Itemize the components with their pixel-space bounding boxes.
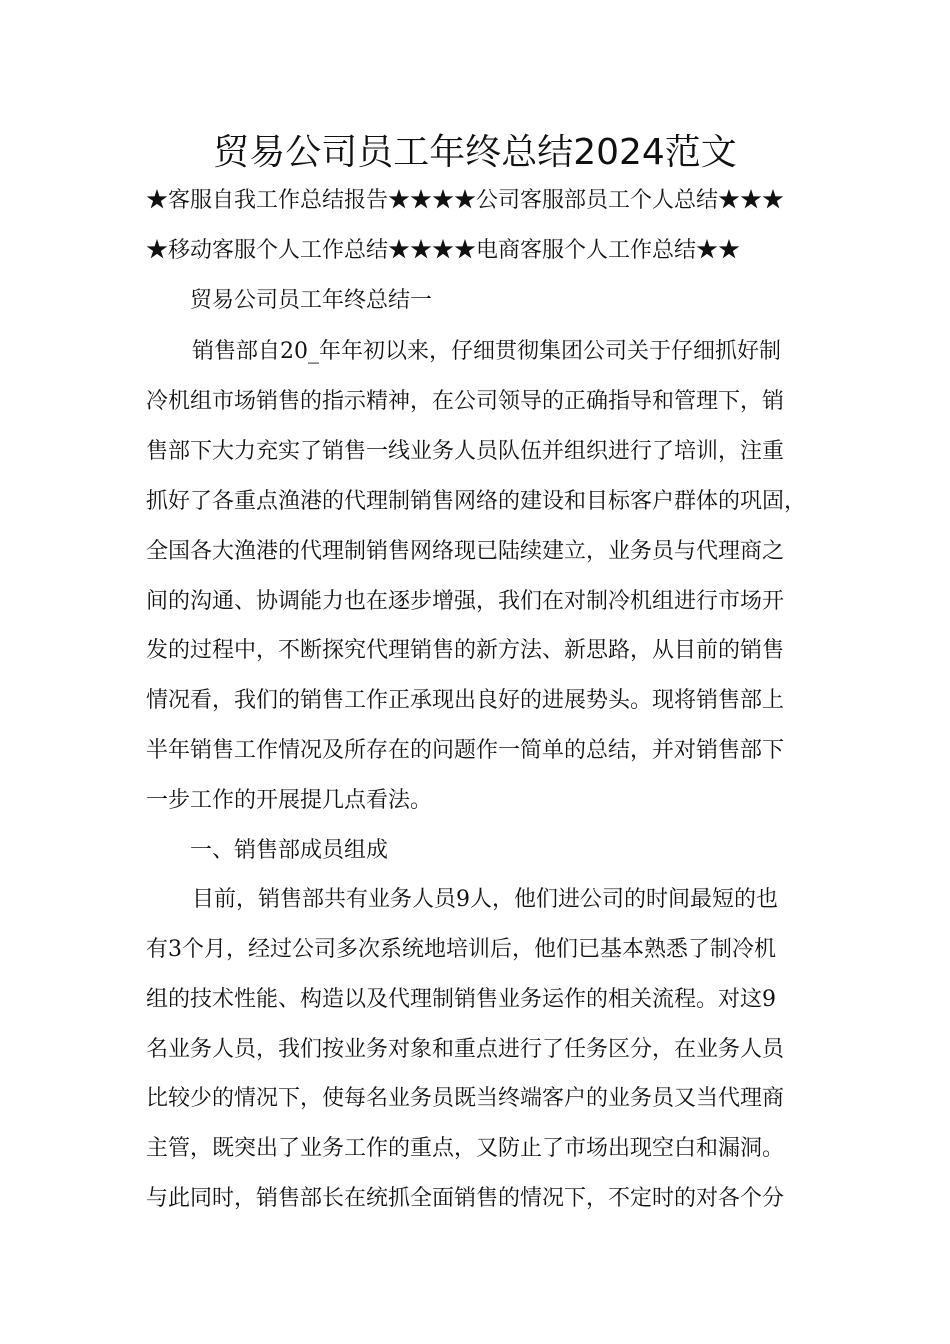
paragraph-1-line-5: 全国各大渔港的代理制销售网络现已陆续建立，业务员与代理商之	[146, 539, 785, 564]
paragraph-2-line-4: 名业务人员，我们按业务对象和重点进行了任务区分，在业务人员	[146, 1037, 785, 1062]
paragraph-1-line-3: 售部下大力充实了销售一线业务人员队伍并组织进行了培训，注重	[146, 439, 785, 464]
paragraph-2-line-6: 主管，既突出了业务工作的重点，又防止了市场出现空白和漏洞。	[146, 1136, 785, 1161]
document-title: 贸易公司员工年终总结2024范文	[213, 132, 737, 173]
section-title: 贸易公司员工年终总结一	[190, 288, 433, 313]
paragraph-2-line-3: 组的技术性能、构造以及代理制销售业务运作的相关流程。对这9	[146, 987, 776, 1012]
paragraph-1-line-4: 抓好了各重点渔港的代理制销售网络的建设和目标客户群体的巩固，	[146, 489, 807, 514]
paragraph-1-line-10: 一步工作的开展提几点看法。	[146, 788, 433, 813]
paragraph-1-line-6: 间的沟通、协调能力也在逐步增强，我们在对制冷机组进行市场开	[146, 589, 785, 614]
paragraph-2-line-1: 目前，销售部共有业务人员9人，他们进公司的时间最短的也	[192, 887, 778, 912]
related-links-line-2: ★移动客服个人工作总结★★★★电商客服个人工作总结★★	[146, 238, 741, 263]
paragraph-1-line-7: 发的过程中，不断探究代理销售的新方法、新思路，从目前的销售	[146, 638, 785, 663]
paragraph-2-line-5: 比较少的情况下，使每名业务员既当终端客户的业务员又当代理商	[146, 1086, 785, 1111]
paragraph-1-line-2: 冷机组市场销售的指示精神，在公司领导的正确指导和管理下，销	[146, 389, 785, 414]
subheading-1: 一、销售部成员组成	[190, 838, 389, 863]
paragraph-1-line-8: 情况看，我们的销售工作正承现出良好的进展势头。现将销售部上	[146, 688, 785, 713]
related-links-line-1: ★客服自我工作总结报告★★★★公司客服部员工个人总结★★★	[146, 188, 785, 213]
paragraph-1-line-9: 半年销售工作情况及所存在的问题作一简单的总结，并对销售部下	[146, 738, 785, 763]
paragraph-2-line-2: 有3个月，经过公司多次系统地培训后，他们已基本熟悉了制冷机	[146, 937, 776, 962]
paragraph-1-line-1: 销售部自20_年年初以来，仔细贯彻集团公司关于仔细抓好制	[192, 339, 781, 364]
paragraph-2-line-7: 与此同时，销售部长在统抓全面销售的情况下，不定时的对各个分	[146, 1186, 785, 1211]
